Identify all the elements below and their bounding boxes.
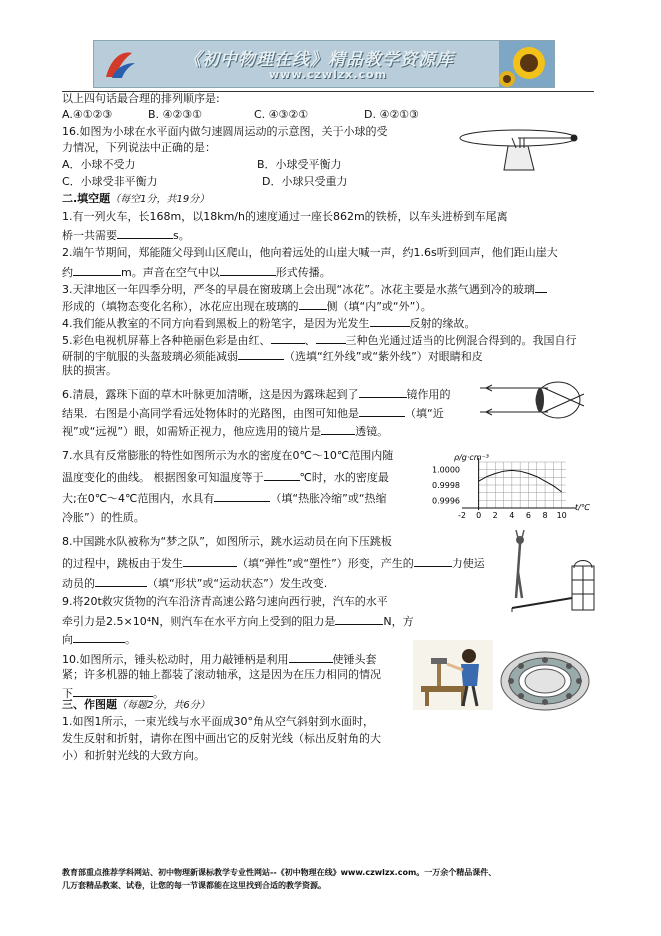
fill-q3-cont bbox=[62, 298, 432, 314]
text-span: 力使运 bbox=[451, 557, 485, 570]
fill-q2-cont bbox=[62, 264, 331, 280]
x-tick-label: -2 bbox=[458, 511, 466, 520]
text-span: 向 bbox=[62, 633, 73, 646]
text-span: 透镜。 bbox=[355, 425, 389, 438]
fill-q8-end bbox=[62, 575, 327, 591]
x-tick-label: 8 bbox=[542, 511, 548, 520]
text-span: （填“形状”或“运动状态”）发生改变. bbox=[147, 577, 328, 590]
answer-blank[interactable] bbox=[238, 348, 284, 360]
answer-blank[interactable] bbox=[414, 555, 452, 567]
text-span: s。 bbox=[173, 229, 190, 242]
text-span: 温度变化的曲线。 根据图象可知温度等于 bbox=[62, 471, 264, 484]
eye-diagram bbox=[478, 378, 592, 422]
draw-q1-cont: 发生反射和折射，请你在图中画出它的反射光线（标出反射角的大 bbox=[62, 732, 381, 745]
text-span: （填“热胀冷缩”或“热缩 bbox=[270, 492, 387, 505]
option-d: D．小球只受重力 bbox=[262, 175, 348, 188]
text-span: 三种色光通过适当的比例混合得到的。我国自行 bbox=[345, 334, 577, 347]
text-span: 6.清晨，露珠下面的草木叶脉更加清晰，这是因为露珠起到了 bbox=[62, 388, 359, 401]
answer-blank[interactable] bbox=[370, 315, 410, 327]
fill-q5-end: 肤的损害。 bbox=[62, 364, 117, 377]
y-axis-label: ρ/g·cm⁻³ bbox=[454, 453, 490, 462]
x-tick-label: 10 bbox=[556, 511, 567, 520]
section-title: 三、作图题 bbox=[62, 698, 117, 711]
fill-q8-cont bbox=[62, 555, 485, 571]
answer-blank[interactable] bbox=[321, 423, 355, 435]
option-c: C．小球受非平衡力 bbox=[62, 175, 158, 188]
x-tick-label: 2 bbox=[492, 511, 498, 520]
option-c: C. ④③②① bbox=[254, 108, 309, 121]
bearing-illustration bbox=[497, 650, 593, 712]
section-score: （每空1分，共19分） bbox=[110, 194, 210, 205]
answer-blank[interactable] bbox=[73, 264, 121, 276]
text-span: 10.如图所示，锤头松动时，用力敲锤柄是利用 bbox=[62, 653, 289, 666]
text-span: 3.天津地区一年四季分明，严冬的早晨在窗玻璃上会出现“冰花”。冰花主要是水蒸气遇到冷的玻璃 bbox=[62, 283, 535, 296]
hammer-illustration bbox=[413, 640, 493, 710]
answer-blank[interactable] bbox=[183, 555, 237, 567]
text-span: ℃时，水的密度最 bbox=[299, 471, 389, 484]
banner-title: 《初中物理在线》精品教学资源库 bbox=[184, 50, 454, 70]
answer-blank[interactable] bbox=[73, 631, 125, 643]
text-span: 牵引力是2.5×10⁴N，则汽车在水平方向上受到的阻力是 bbox=[62, 615, 336, 628]
chart-grid bbox=[462, 458, 576, 510]
fill-q4 bbox=[62, 315, 476, 331]
text-span: N，方 bbox=[383, 615, 414, 628]
fill-q2: 2.端午节期间，郑能随父母到山区爬山，他向着远处的山崖大喊一声，约1.6s听到回声，他们距山崖大 bbox=[62, 246, 558, 259]
answer-blank[interactable] bbox=[335, 613, 383, 625]
text-span: 大;在0℃～4℃范围内，水具有 bbox=[62, 492, 215, 505]
draw-q1-end: 小）和折射光线的大致方向。 bbox=[62, 749, 205, 762]
footer-line-1: 教育部重点推荐学科网站、初中物理新课标教学专业性网站--《初中物理在线》www.czwlzx.com。一万余个精品课件、 bbox=[62, 868, 497, 877]
fill-q5 bbox=[62, 332, 577, 348]
fill-q7-cont bbox=[62, 469, 389, 485]
question-16: 16.如图为小球在水平面内做匀速圆周运动的示意图，关于小球的受 bbox=[62, 125, 388, 138]
hand-ball-figure bbox=[454, 126, 594, 174]
answer-blank[interactable] bbox=[289, 651, 333, 663]
answer-blank[interactable] bbox=[359, 386, 407, 398]
text-span: 。 bbox=[153, 687, 164, 700]
answer-blank[interactable] bbox=[299, 298, 327, 310]
draw-q1: 1.如图1所示，一束光线与水平面成30°角从空气斜射到水面时， bbox=[62, 715, 374, 728]
answer-blank[interactable] bbox=[117, 227, 173, 239]
fill-q6-end bbox=[62, 423, 388, 439]
text-line: 以上四句话最合理的排列顺序是: bbox=[62, 92, 220, 105]
option-b: B．小球受平衡力 bbox=[257, 158, 342, 171]
text-span: 、 bbox=[304, 334, 316, 347]
fill-q6 bbox=[62, 386, 451, 402]
section-3-heading bbox=[62, 698, 210, 713]
option-a: A.④①②③ bbox=[62, 108, 113, 121]
option-d: D. ④②①③ bbox=[364, 108, 419, 121]
fill-q9-cont bbox=[62, 613, 414, 629]
text-span: 下 bbox=[62, 687, 73, 700]
text-span: 约 bbox=[62, 266, 73, 279]
answer-blank[interactable] bbox=[95, 575, 147, 587]
fill-q3 bbox=[62, 281, 547, 297]
text-span: 使锤头套 bbox=[332, 653, 377, 666]
answer-blank[interactable] bbox=[535, 281, 547, 293]
text-span: 研制的宇航服的头盔玻璃必须能减弱 bbox=[62, 350, 238, 363]
fill-q5-cont bbox=[62, 348, 483, 364]
section-title: 二.填空题 bbox=[62, 192, 111, 205]
option-a: A．小球不受力 bbox=[62, 158, 136, 171]
diver-figure bbox=[508, 528, 596, 612]
answer-blank[interactable] bbox=[264, 469, 300, 481]
fill-q6-cont bbox=[62, 405, 444, 421]
text-span: 侧（填“内”或“外”）。 bbox=[326, 300, 432, 313]
answer-blank[interactable] bbox=[214, 490, 270, 502]
fill-q10 bbox=[62, 651, 377, 667]
y-tick-label: 0.9996 bbox=[432, 496, 460, 506]
fill-q1-cont bbox=[62, 227, 190, 243]
option-b: B. ④②③① bbox=[148, 108, 202, 121]
section-score: （每题2分，共6分） bbox=[117, 700, 210, 711]
answer-blank[interactable] bbox=[271, 332, 305, 344]
section-2-heading bbox=[62, 192, 209, 207]
text-span: 的过程中，跳板由于发生 bbox=[62, 557, 183, 570]
text-span: 5.彩色电视机屏幕上各种艳丽色彩是由红、 bbox=[62, 334, 271, 347]
fill-q10-cont: 紧；许多机器的轴上都装了滚动轴承，这是因为在压力相同的情况 bbox=[62, 668, 381, 681]
logo-icon bbox=[102, 47, 138, 81]
question-16-cont: 力情况，下列说法中正确的是： bbox=[62, 141, 216, 154]
x-axis-label: t/℃ bbox=[575, 503, 590, 512]
x-tick-label: 0 bbox=[476, 511, 482, 520]
answer-blank[interactable] bbox=[359, 405, 405, 417]
header-banner bbox=[93, 40, 555, 88]
banner-url: www.czwlzx.com bbox=[269, 68, 388, 81]
y-tick-label: 1.0000 bbox=[432, 465, 460, 475]
text-span: 。 bbox=[125, 633, 136, 646]
text-span: 视”或“远视”）眼，如需矫正视力，他应选用的镜片是 bbox=[62, 425, 322, 438]
text-span: （填“近 bbox=[405, 407, 444, 420]
fill-q7-end: 冷胀”）的性质。 bbox=[62, 511, 145, 524]
text-span: 形式传播。 bbox=[275, 266, 331, 279]
fill-q7: 7.水具有反常膨胀的特性如图所示为水的密度在0℃～10℃范围内随 bbox=[62, 449, 394, 462]
x-tick-label: 4 bbox=[509, 511, 515, 520]
answer-blank[interactable] bbox=[316, 332, 346, 344]
sunflower-icon bbox=[499, 41, 555, 87]
text-span: 桥一共需要 bbox=[62, 229, 117, 242]
text-span: （填“弹性”或“塑性”）形变，产生的 bbox=[237, 557, 414, 570]
fill-q1: 1.有一列火车，长168m，以18km/h的速度通过一座长862m的铁桥，以车头进桥到车尾离 bbox=[62, 210, 508, 223]
text-span: 镜作用的 bbox=[406, 388, 451, 401]
fill-q9: 9.将20t救灾货物的汽车沿济青高速公路匀速向西行驶，汽车的水平 bbox=[62, 595, 388, 608]
y-tick-label: 0.9998 bbox=[432, 481, 460, 490]
answer-blank[interactable] bbox=[73, 685, 153, 697]
fill-q9-end bbox=[62, 631, 136, 647]
fill-q7-cont2 bbox=[62, 490, 387, 506]
text-span: 形成的（填物态变化名称），冰花应出现在玻璃的 bbox=[62, 300, 299, 313]
text-span: 反射的缘故。 bbox=[409, 317, 476, 330]
fill-q8: 8.中国跳水队被称为“梦之队”，如图所示，跳水运动员在向下压跳板 bbox=[62, 535, 392, 548]
text-span: 结果．右图是小高同学看远处物体时的光路图，由图可知他是 bbox=[62, 407, 359, 420]
text-span: 4.我们能从教室的不同方向看到黑板上的粉笔字，是因为光发生 bbox=[62, 317, 370, 330]
density-chart bbox=[418, 450, 594, 530]
text-span: m。声音在空气中以 bbox=[121, 266, 220, 279]
footer-line-2: 几万套精品教案、试卷，让您的每一节课都能在这里找到合适的教学资源。 bbox=[62, 881, 326, 890]
text-span: （选填“红外线”或“紫外线”）对眼睛和皮 bbox=[284, 350, 483, 363]
x-tick-label: 6 bbox=[525, 511, 532, 520]
answer-blank[interactable] bbox=[220, 264, 276, 276]
text-span: 动员的 bbox=[62, 577, 95, 590]
